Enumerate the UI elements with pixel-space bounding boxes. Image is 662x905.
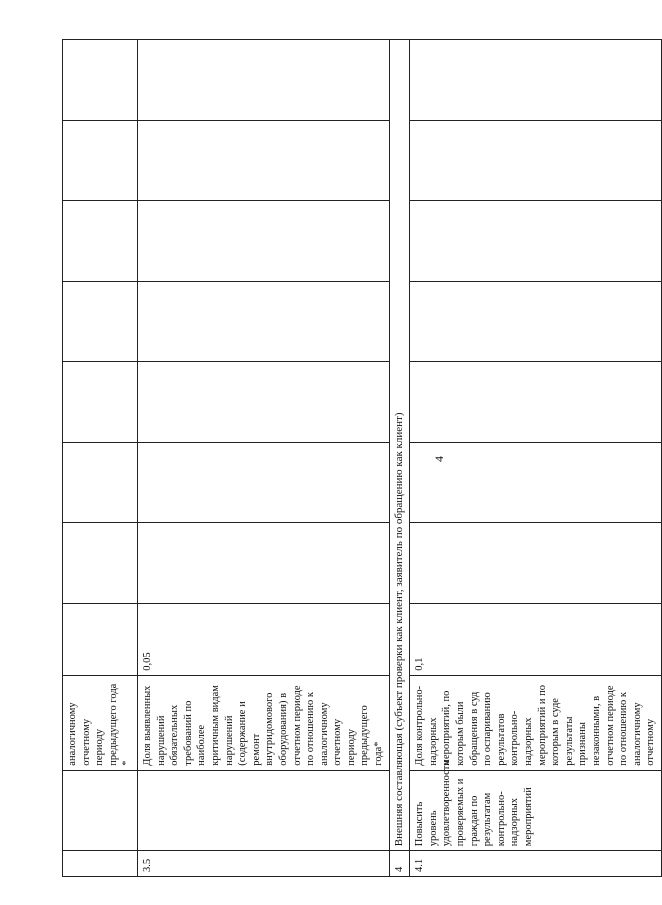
goal-cell [63, 770, 138, 851]
table-row [63, 40, 138, 877]
goal-cell [137, 770, 389, 851]
row-number-cell: 4 [389, 851, 410, 877]
empty-cell [63, 40, 138, 121]
empty-cell [137, 362, 389, 443]
section-row [389, 40, 410, 877]
empty-cell [137, 523, 389, 604]
indicators-table [62, 39, 662, 877]
empty-cell [137, 120, 389, 201]
row-number-cell [63, 851, 138, 877]
empty-cell [410, 523, 662, 604]
value-cell: 0,05 [137, 603, 389, 675]
empty-cell [63, 201, 138, 282]
value-cell [63, 603, 138, 675]
empty-cell [410, 442, 662, 523]
empty-cell [63, 442, 138, 523]
empty-cell [63, 120, 138, 201]
row-number-cell: 3.5 [137, 851, 389, 877]
value-cell: 0,1 [410, 603, 662, 675]
section-heading: Внешняя составляющая (субъект проверки как клиент, заявитель по обращению как клиент) [389, 40, 410, 851]
empty-cell [410, 281, 662, 362]
empty-cell [410, 120, 662, 201]
empty-cell [137, 201, 389, 282]
empty-cell [63, 281, 138, 362]
table-row [137, 40, 389, 877]
empty-cell [410, 362, 662, 443]
indicator-cell: Доля выявленных нарушений обязательных требований по наиболее критичным видам нарушений (содержание и ремонт внутридомового оборудования) в отчетном периоде по отношению к аналогичному отчетному периоду предыдущего года* [137, 675, 389, 770]
row-number-cell: 4.1 [410, 851, 662, 877]
empty-cell [137, 281, 389, 362]
empty-cell [137, 40, 389, 121]
empty-cell [63, 362, 138, 443]
indicator-cell: аналогичному отчетному периоду предыдущего года * [63, 675, 138, 770]
page-number: 4 [432, 456, 446, 462]
indicator-cell: Доля контрольно-надзорных мероприятий, по которым были обращения в суд по оспариванию результатов контрольно-надзорных мероприятий и по которым в суде результаты признаны незаконными, в отчетном периоде по отношению к аналогичному отчетному [410, 675, 662, 770]
goal-cell: Повысить уровень удовлетворенности проверяемых и граждан по результатам контрольно-надзорных мероприятий [410, 770, 662, 851]
table-row [410, 40, 662, 877]
empty-cell [410, 201, 662, 282]
rotated-page-content [62, 39, 657, 877]
empty-cell [410, 40, 662, 121]
empty-cell [137, 442, 389, 523]
empty-cell [63, 523, 138, 604]
